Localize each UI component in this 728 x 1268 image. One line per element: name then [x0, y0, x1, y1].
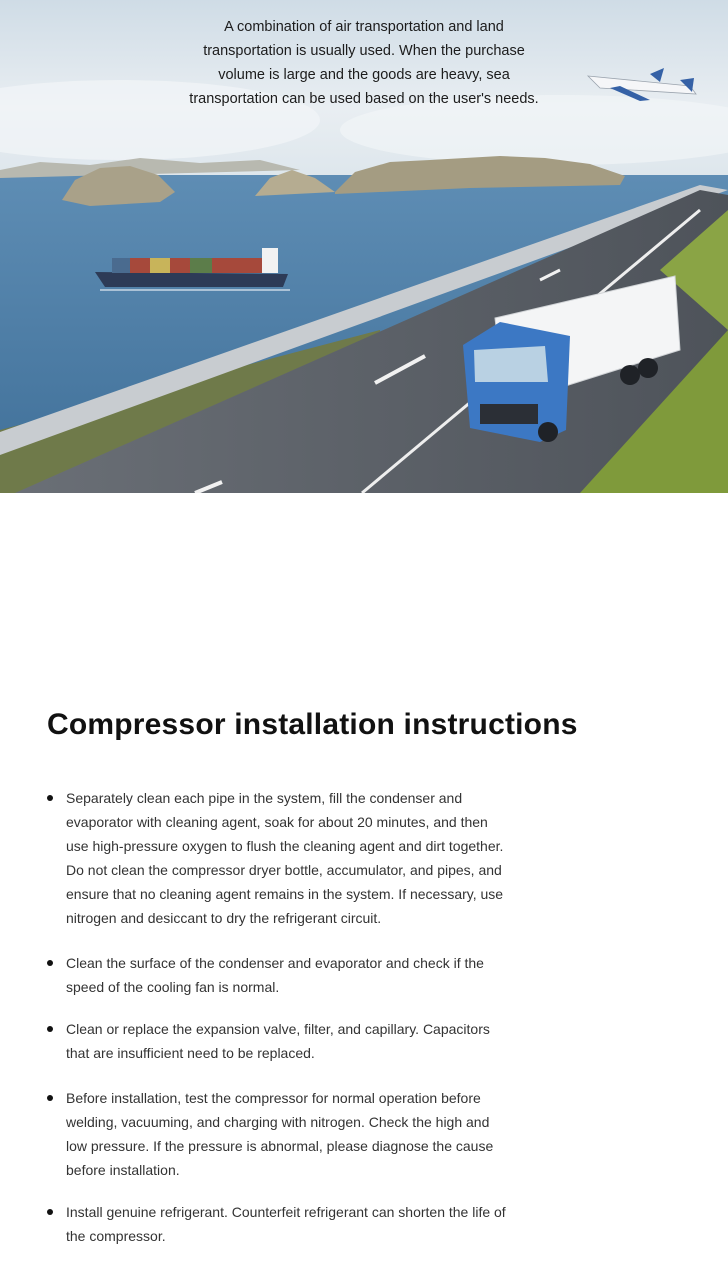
- bullet-icon: [47, 1209, 53, 1215]
- hero-banner: [0, 0, 728, 493]
- section-title: Compressor installation instructions: [47, 708, 578, 741]
- list-item: [47, 951, 507, 999]
- list-item-text: Before installation, test the compressor for normal operation before welding, vacuuming, and charging with nitrogen. Check the high and low pressure. If the pressure is abnormal, please diagnose the cause before installation.: [66, 1090, 494, 1178]
- list-item-text: Clean the surface of the condenser and evaporator and check if the speed of the cooling fan is normal.: [66, 955, 484, 995]
- hero-caption: A combination of air transportation and land transportation is usually used. When the purchase volume is large and the goods are heavy, sea transportation can be used based on the user's needs.: [189, 19, 539, 107]
- list-item-text: Separately clean each pipe in the system, fill the condenser and evaporator with cleaning agent, soak for about 20 minutes, and then use high-pressure oxygen to flush the cleaning agent and dirt together. Do not clean the compressor dryer bottle, accumulator, and pipes, and ensure that no cleaning agent remains in the system. If necessary, use nitrogen and desiccant to dry the refrigerant circuit.: [66, 790, 504, 926]
- list-item: [47, 786, 507, 930]
- list-item-text: Clean or replace the expansion valve, filter, and capillary. Capacitors that are insufficient need to be replaced.: [66, 1021, 490, 1061]
- bullet-icon: [47, 960, 53, 966]
- list-item: [47, 1200, 507, 1248]
- list-item: [47, 1017, 507, 1065]
- bullet-icon: [47, 795, 53, 801]
- bullet-icon: [47, 1026, 53, 1032]
- list-item-text: Install genuine refrigerant. Counterfeit refrigerant can shorten the life of the compressor.: [66, 1204, 506, 1244]
- list-item: [47, 1086, 507, 1182]
- bullet-icon: [47, 1095, 53, 1101]
- instruction-list: [47, 786, 507, 1248]
